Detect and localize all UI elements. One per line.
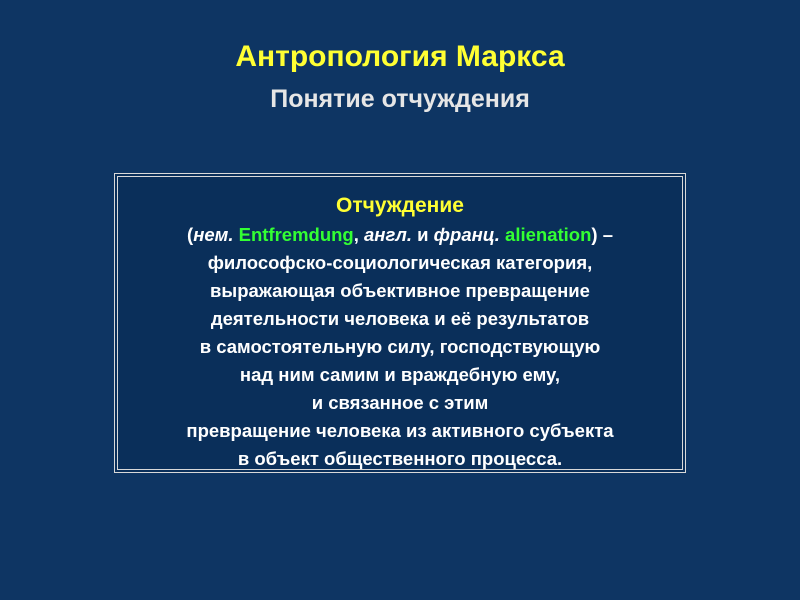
open-paren: ( xyxy=(187,224,194,245)
definition-line: над ним самим и враждебную ему, xyxy=(239,364,561,385)
definition-etymology-line xyxy=(118,221,682,249)
definition-text xyxy=(118,191,682,473)
definition-line: философско-социологическая категория, xyxy=(207,252,593,273)
definition-line: и связанное с этим xyxy=(311,392,489,413)
definition-box xyxy=(114,173,686,473)
definition-line: в объект общественного процесса. xyxy=(237,448,563,469)
lang-english: англ. xyxy=(364,224,412,245)
lang-german: нем. xyxy=(193,224,234,245)
definition-term: Отчуждение xyxy=(336,194,464,217)
conjunction: и xyxy=(417,224,429,245)
definition-line: превращение человека из активного субъекта xyxy=(186,420,614,441)
slide-title: Антропология Маркса xyxy=(235,40,565,73)
slide-subtitle: Понятие отчуждения xyxy=(270,85,530,113)
german-word: Entfremdung xyxy=(238,224,354,245)
english-french-word: alienation xyxy=(505,224,592,245)
close-paren-dash: ) – xyxy=(591,224,613,245)
comma: , xyxy=(353,224,359,245)
definition-line: в самостоятельную силу, господствующую xyxy=(199,336,601,357)
definition-line: выражающая объективное превращение xyxy=(210,280,590,301)
lang-french: франц. xyxy=(433,224,500,245)
definition-line: деятельности человека и её результатов xyxy=(210,308,590,329)
